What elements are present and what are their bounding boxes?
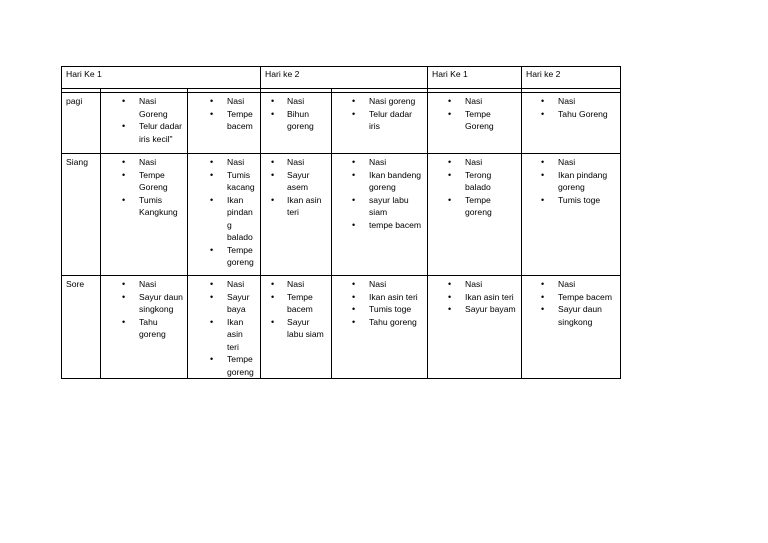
menu-cell <box>261 154 332 276</box>
menu-item: • Tahu goreng <box>105 316 184 341</box>
menu-item: • Bihun goreng <box>265 108 328 133</box>
menu-list <box>105 156 184 219</box>
menu-item: • Nasi Goreng <box>105 95 184 120</box>
menu-list <box>265 278 328 341</box>
row-label-siang: Siang <box>62 154 101 276</box>
menu-item: • Terong balado <box>432 169 518 194</box>
menu-list <box>336 278 424 328</box>
menu-item: • Sayur baya <box>192 291 257 316</box>
menu-cell <box>428 93 522 154</box>
menu-item: • Nasi <box>526 95 617 108</box>
menu-item: • Ikan asin teri <box>192 316 257 354</box>
menu-cell <box>428 154 522 276</box>
menu-cell <box>332 93 428 154</box>
menu-list <box>192 156 257 269</box>
menu-item: • Tempe bacem <box>192 108 257 133</box>
menu-cell <box>522 276 621 379</box>
menu-item: • Ikan pindang goreng <box>526 169 617 194</box>
menu-item: • Tumis kacang <box>192 169 257 194</box>
menu-item: • Ikan asin teri <box>432 291 518 304</box>
menu-item: • Sayur bayam <box>432 303 518 316</box>
menu-item: • Tempe goreng <box>192 244 257 269</box>
menu-list <box>432 278 518 316</box>
menu-item: • Tempe bacem <box>265 291 328 316</box>
menu-cell <box>522 93 621 154</box>
menu-item: • Tumis toge <box>336 303 424 316</box>
menu-list <box>105 278 184 341</box>
menu-item: • Telur dadar iris <box>336 108 424 133</box>
menu-item: • sayur labu siam <box>336 194 424 219</box>
menu-list <box>192 95 257 133</box>
menu-item: • Sayur daun singkong <box>526 303 617 328</box>
menu-item: • Tempe Goreng <box>432 108 518 133</box>
menu-cell <box>101 276 188 379</box>
menu-cell <box>428 276 522 379</box>
menu-item: • Nasi <box>192 156 257 169</box>
menu-cell <box>101 93 188 154</box>
menu-item: • Ikan asin teri <box>265 194 328 219</box>
menu-item: • Tumis toge <box>526 194 617 207</box>
row-label-sore: Sore <box>62 276 101 379</box>
menu-list <box>265 156 328 219</box>
menu-list <box>526 95 617 120</box>
menu-item: • Nasi <box>265 95 328 108</box>
menu-list <box>432 156 518 219</box>
menu-item: • Sayur daun singkong <box>105 291 184 316</box>
menu-cell <box>101 154 188 276</box>
header-hari-ke-2-b: Hari ke 2 <box>522 67 621 89</box>
menu-item: • Nasi <box>265 156 328 169</box>
menu-item: • Ikan asin teri <box>336 291 424 304</box>
menu-item: • Tumis Kangkung <box>105 194 184 219</box>
menu-list <box>336 156 424 231</box>
menu-cell <box>522 154 621 276</box>
meal-plan-table <box>61 66 621 379</box>
row-pagi <box>62 93 621 154</box>
header-hari-ke-2: Hari ke 2 <box>261 67 428 89</box>
menu-item: • Nasi <box>432 95 518 108</box>
menu-list <box>265 95 328 133</box>
menu-cell <box>261 276 332 379</box>
row-siang <box>62 154 621 276</box>
menu-cell <box>261 93 332 154</box>
menu-cell <box>332 154 428 276</box>
header-row <box>62 67 621 89</box>
menu-item: • Nasi <box>265 278 328 291</box>
menu-cell <box>188 93 261 154</box>
menu-item: • Nasi <box>526 156 617 169</box>
menu-item: • Nasi <box>105 278 184 291</box>
header-hari-ke-1-b: Hari Ke 1 <box>428 67 522 89</box>
menu-item: • Nasi <box>336 156 424 169</box>
menu-item: • Nasi goreng <box>336 95 424 108</box>
menu-item: • tempe bacem <box>336 219 424 232</box>
menu-item: • Tempe goreng <box>432 194 518 219</box>
row-sore <box>62 276 621 379</box>
menu-item: • Nasi <box>432 278 518 291</box>
menu-item: • Tempe bacem <box>526 291 617 304</box>
menu-item: • Telur dadar iris kecil" <box>105 120 184 145</box>
menu-item: • Tahu Goreng <box>526 108 617 121</box>
row-label-pagi: pagi <box>62 93 101 154</box>
menu-item: • Nasi <box>432 156 518 169</box>
menu-item: • Nasi <box>105 156 184 169</box>
menu-item: • Sayur labu siam <box>265 316 328 341</box>
menu-item: • Ikan bandeng goreng <box>336 169 424 194</box>
menu-item: • Tempe goreng <box>192 353 257 378</box>
menu-item: • Ikan pindang balado <box>192 194 257 244</box>
menu-list <box>192 278 257 378</box>
menu-item: • Sayur asem <box>265 169 328 194</box>
menu-cell <box>188 154 261 276</box>
menu-list <box>105 95 184 145</box>
menu-item: • Tempe Goreng <box>105 169 184 194</box>
menu-item: • Nasi <box>192 278 257 291</box>
menu-item: • Nasi <box>526 278 617 291</box>
menu-cell <box>332 276 428 379</box>
menu-cell <box>188 276 261 379</box>
header-hari-ke-1: Hari Ke 1 <box>62 67 261 89</box>
menu-list <box>336 95 424 133</box>
menu-item: • Nasi <box>192 95 257 108</box>
menu-list <box>526 156 617 206</box>
menu-item: • Tahu goreng <box>336 316 424 329</box>
menu-item: • Nasi <box>336 278 424 291</box>
menu-list <box>526 278 617 328</box>
menu-list <box>432 95 518 133</box>
